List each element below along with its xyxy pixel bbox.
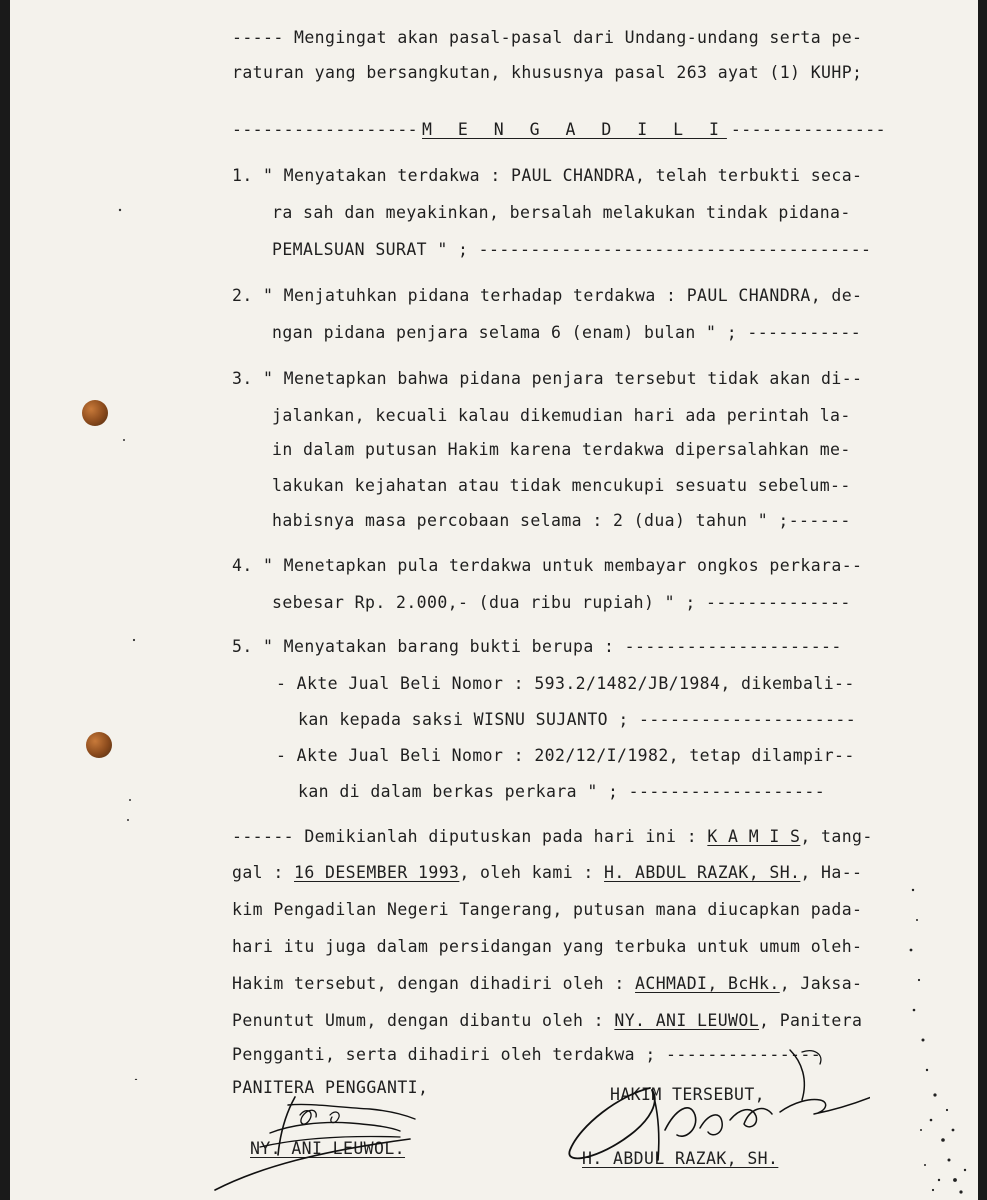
item-1-line-1: 1. " Menyatakan terdakwa : PAUL CHANDRA, telah terbukti seca- [232,166,863,185]
clerk-name: NY. ANI LEUWOL [614,1011,760,1030]
closing-line-5-text: Hakim tersebut, dengan dihadiri oleh : [232,974,636,993]
item-2-line-1: 2. " Menjatuhkan pidana terhadap terdakwa : PAUL CHANDRA, de- [232,286,863,305]
clerk-signature-name: NY. ANI LEUWOL. [250,1139,406,1158]
closing-line-5-end: , Jaksa- [779,974,863,993]
closing-line-2 [232,863,862,883]
item-5-line-4: - Akte Jual Beli Nomor : 202/12/I/1982, tetap dilampir-- [276,746,855,765]
decision-day: K A M I S [707,827,801,846]
heading [232,120,886,140]
preamble-line-1: ----- Mengingat akan pasal-pasal dari Undang-undang serta pe- [232,28,863,47]
closing-line-1-end: , tang- [800,827,873,846]
item-3-line-5: habisnya masa percobaan selama : 2 (dua) tahun " ;------ [272,511,851,530]
clerk-signature [200,1085,430,1195]
item-5-line-1: 5. " Menyatakan barang bukti berupa : --------------------- [232,637,842,656]
clerk-title: PANITERA PENGGANTI, [232,1078,429,1097]
item-3-line-3: in dalam putusan Hakim karena terdakwa dipersalahkan me- [272,440,851,459]
item-3-line-4: lakukan kejahatan atau tidak mencukupi sesuatu sebelum-- [272,476,851,495]
closing-line-4: hari itu juga dalam persidangan yang terbuka untuk umum oleh- [232,937,863,956]
closing-line-7: Pengganti, serta dihadiri oleh terdakwa ; --------------- [232,1045,822,1064]
prosecutor-name: ACHMADI, BcHk. [635,974,780,993]
item-4-line-1: 4. " Menetapkan pula terdakwa untuk membayar ongkos perkara-- [232,556,863,575]
closing-line-2-end: , Ha-- [800,863,863,882]
closing-line-1 [232,827,873,847]
scan-edge-noise [905,880,975,1200]
item-3-line-2: jalankan, kecuali kalau dikemudian hari ada perintah la- [272,406,851,425]
heading-left-dashes: ------------------ [232,120,419,139]
item-5-line-2: - Akte Jual Beli Nomor : 593.2/1482/JB/1984, dikembali-- [276,674,855,693]
judge-signature-name: H. ABDUL RAZAK, SH. [582,1149,779,1168]
left-margin-marks [110,180,150,1080]
punch-hole-bottom [86,732,112,758]
item-1-line-2: ra sah dan meyakinkan, bersalah melakukan tindak pidana- [272,203,851,222]
closing-line-3: kim Pengadilan Negeri Tangerang, putusan mana diucapkan pada- [232,900,863,919]
judge-name: H. ABDUL RAZAK, SH. [604,863,801,882]
judge-title: HAKIM TERSEBUT, [610,1085,766,1104]
preamble-line-2: raturan yang bersangkutan, khususnya pasal 263 ayat (1) KUHP; [232,63,863,82]
judge-signature [540,1040,870,1170]
closing-line-6-text: Penuntut Umum, dengan dibantu oleh : [232,1011,615,1030]
item-1-line-3: PEMALSUAN SURAT " ; -------------------------------------- [272,240,872,259]
item-3-line-1: 3. " Menetapkan bahwa pidana penjara tersebut tidak akan di-- [232,369,863,388]
closing-line-5 [232,974,862,994]
punch-hole-top [82,400,108,426]
item-4-line-2: sebesar Rp. 2.000,- (dua ribu rupiah) " ; -------------- [272,593,851,612]
document-page [10,0,978,1200]
closing-line-6 [232,1011,862,1031]
item-5-line-5: kan di dalam berkas perkara " ; ------------------- [298,782,826,801]
decision-date: 16 DESEMBER 1993 [294,863,460,882]
closing-line-6-end: , Panitera [759,1011,863,1030]
item-5-line-3: kan kepada saksi WISNU SUJANTO ; --------------------- [298,710,857,729]
item-2-line-2: ngan pidana penjara selama 6 (enam) bulan " ; ----------- [272,323,862,342]
heading-right-dashes: --------------- [730,120,886,139]
closing-line-1-text: ------ Demikianlah diputuskan pada hari ini : [232,827,708,846]
heading-word: M E N G A D I L I [422,120,727,139]
closing-line-2-text: gal : [232,863,295,882]
closing-line-2-mid: , oleh kami : [459,863,605,882]
